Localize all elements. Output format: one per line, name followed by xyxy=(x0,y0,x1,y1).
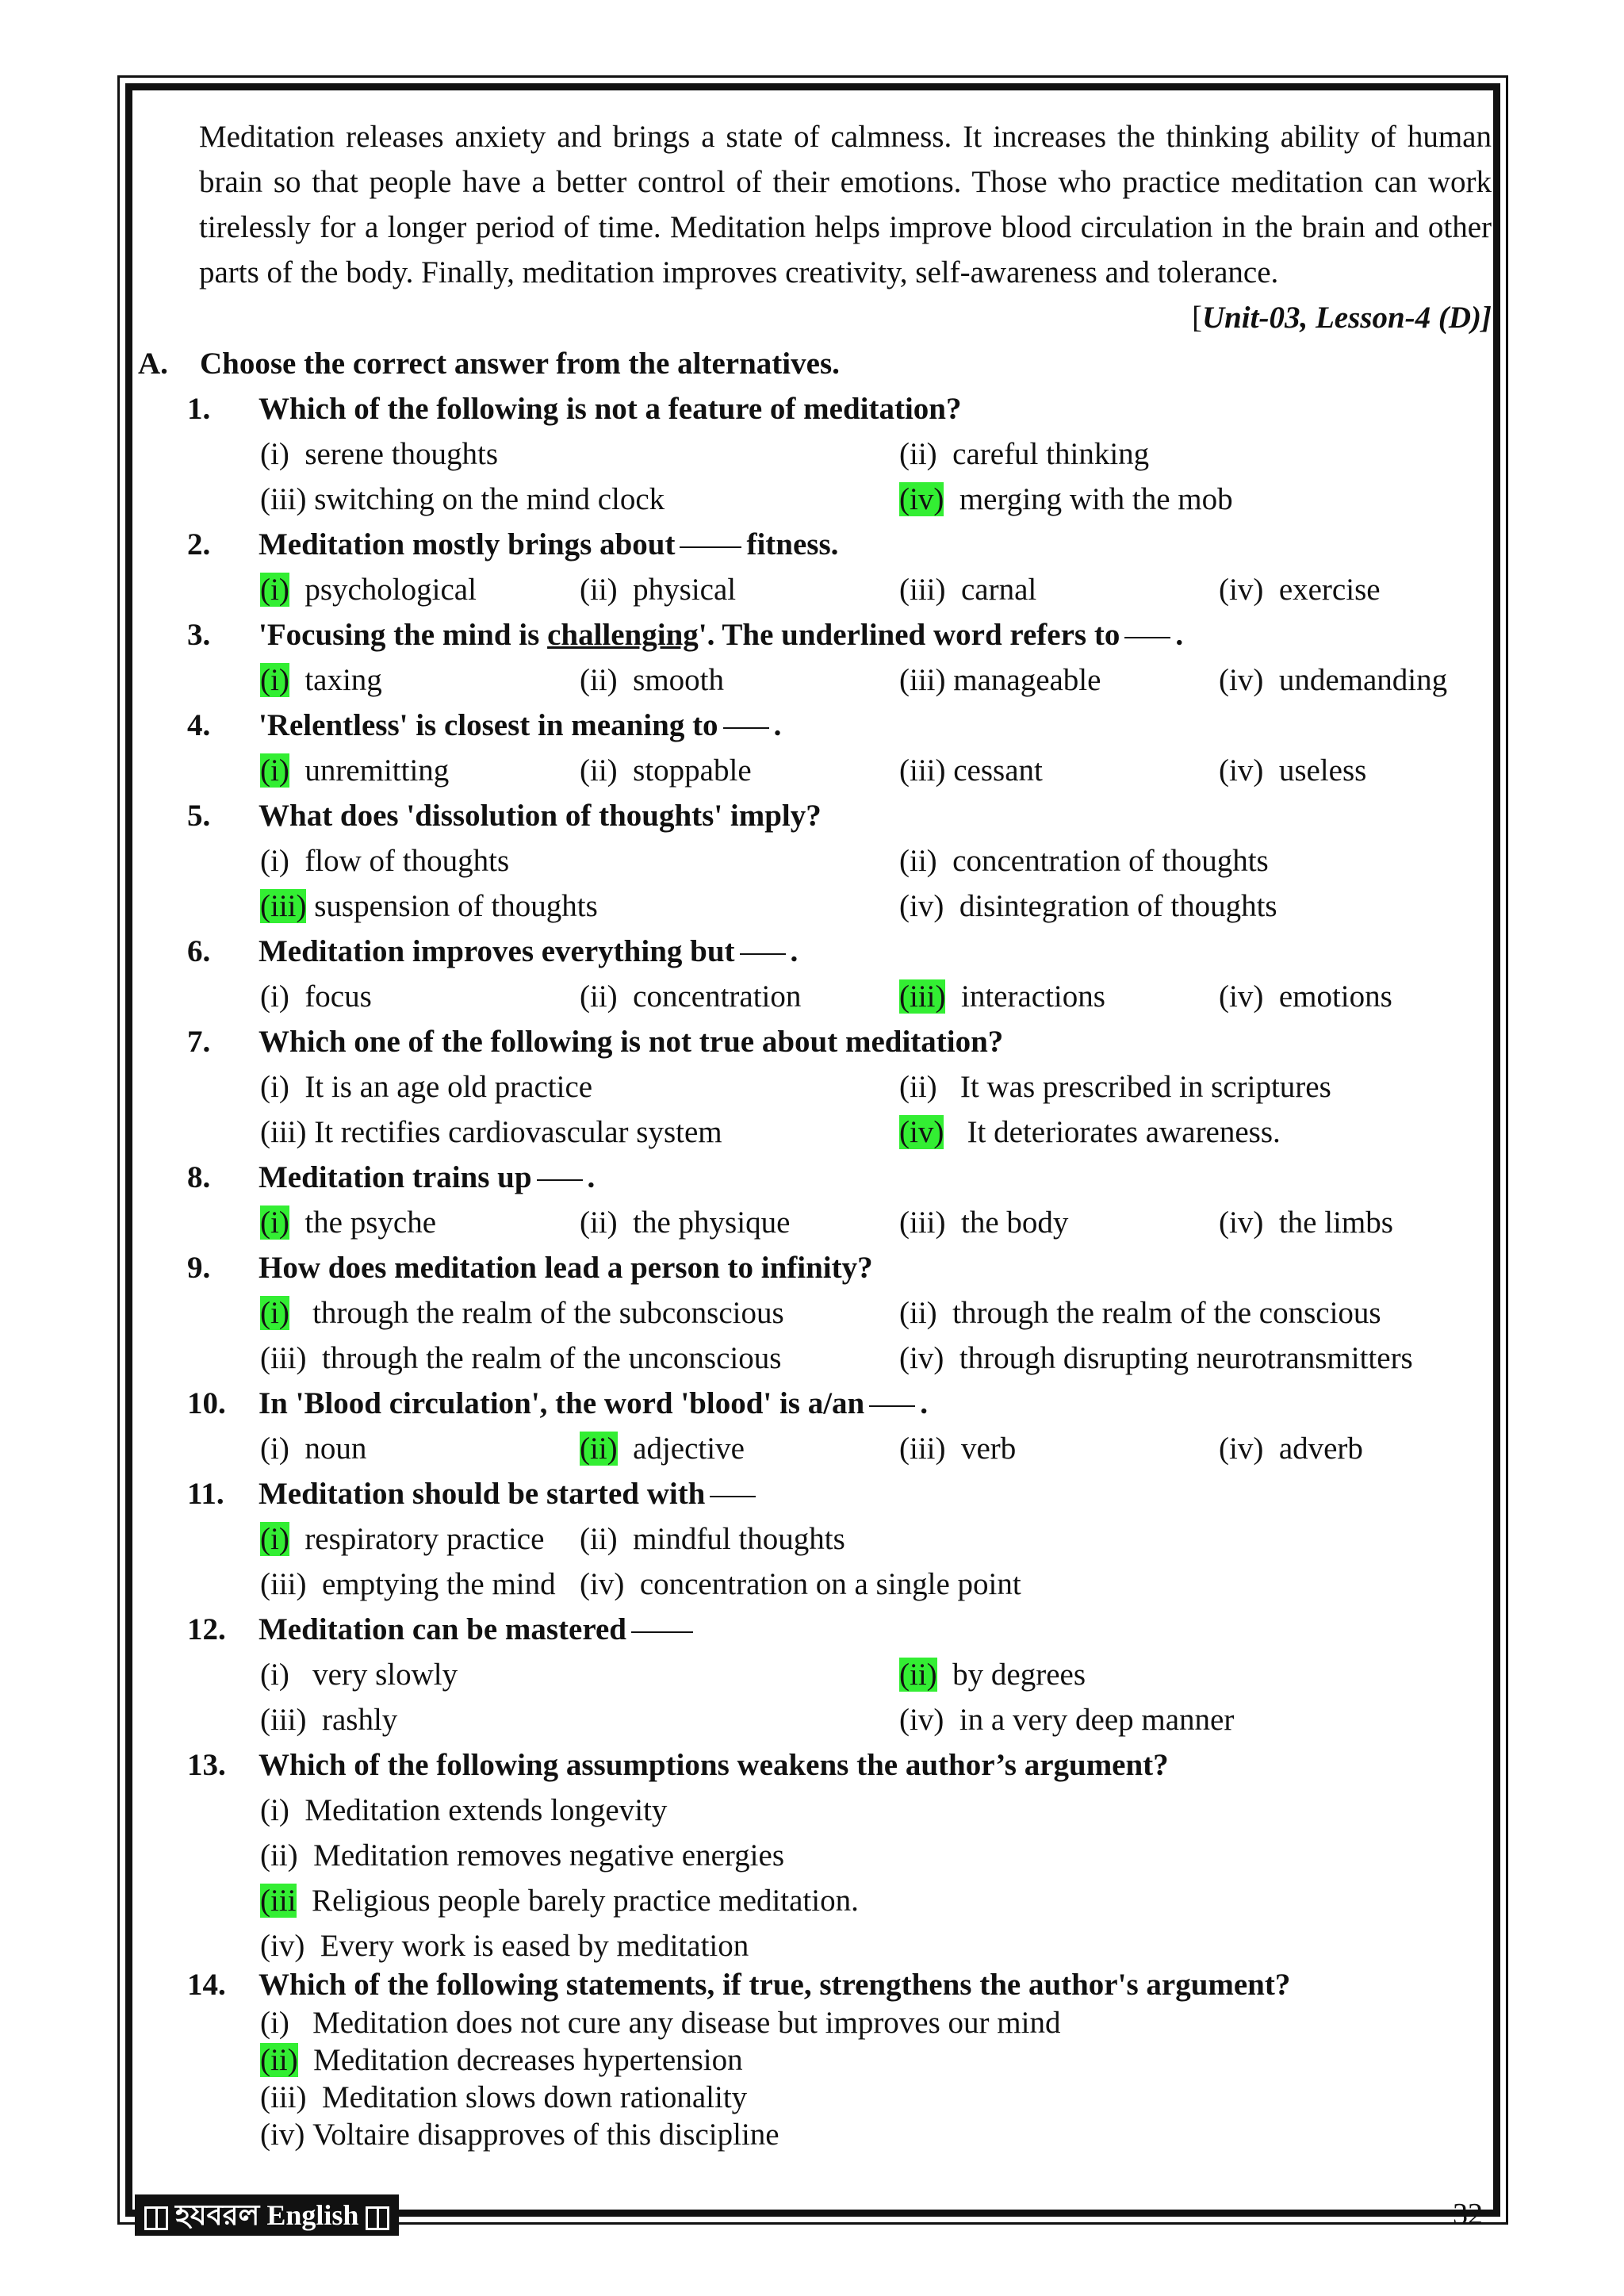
footer-brand-text: হযবরল English xyxy=(175,2199,359,2231)
question-stem: 10. In 'Blood circulation', the word 'blood' is a/an . xyxy=(187,1386,929,1420)
option-2-iii: (iii) carnal xyxy=(899,573,1037,607)
question-stem: 4. 'Relentless' is closest in meaning to . xyxy=(187,708,782,742)
question-stem: 6. Meditation improves everything but . xyxy=(187,934,799,968)
option-9-iv: (iv) through disrupting neurotransmitters xyxy=(899,1341,1413,1375)
option-12-iv: (iv) in a very deep manner xyxy=(899,1703,1235,1737)
option-10-iii: (iii) verb xyxy=(899,1432,1017,1466)
blank-dash xyxy=(1124,637,1170,638)
answer-mark: (i) xyxy=(260,753,289,788)
question-stem: 2. Meditation mostly brings about fitness. xyxy=(187,527,839,562)
question-stem: 14. Which of the following statements, if true, strengthens the author's argument? xyxy=(187,1968,1291,2002)
option-3-i: (i) taxing xyxy=(260,663,382,697)
option-13-iii: (iii Religious people barely practice meditation. xyxy=(260,1884,859,1918)
blank-dash xyxy=(723,727,769,729)
blank-dash xyxy=(710,1496,756,1497)
underlined-word: challenging xyxy=(547,618,699,652)
question-stem: 13. Which of the following assumptions weakens the author’s argument? xyxy=(187,1748,1169,1782)
option-4-i: (i) unremitting xyxy=(260,753,450,788)
section-heading: A. Choose the correct answer from the alternatives. xyxy=(138,347,840,381)
option-2-iv: (iv) exercise xyxy=(1219,573,1381,607)
blank-dash xyxy=(680,546,741,548)
option-9-iii: (iii) through the realm of the unconscious xyxy=(260,1341,782,1375)
option-12-iii: (iii) rashly xyxy=(260,1703,398,1737)
answer-mark: (iii) xyxy=(260,889,307,923)
option-1-ii: (ii) careful thinking xyxy=(899,437,1150,471)
option-6-i: (i) focus xyxy=(260,979,372,1014)
question-stem: 11. Meditation should be started with xyxy=(187,1476,1456,1512)
option-10-ii: (ii) adjective xyxy=(580,1432,745,1466)
answer-mark: (i) xyxy=(260,573,289,607)
option-5-iii: (iii) suspension of thoughts xyxy=(260,889,598,923)
page-number: 32 xyxy=(1453,2198,1483,2231)
question-stem: 12. Meditation can be mastered xyxy=(187,1612,1456,1647)
option-8-i: (i) the psyche xyxy=(260,1205,437,1240)
question-stem: 7. Which one of the following is not true about meditation? xyxy=(187,1025,1004,1059)
blank-dash xyxy=(537,1179,583,1181)
option-10-iv: (iv) adverb xyxy=(1219,1432,1363,1466)
answer-mark: (ii) xyxy=(580,1432,618,1466)
option-12-i: (i) very slowly xyxy=(260,1658,458,1692)
option-8-iv: (iv) the limbs xyxy=(1219,1205,1393,1240)
option-4-iv: (iv) useless xyxy=(1219,753,1367,788)
blank-dash xyxy=(631,1631,693,1633)
option-1-iv: (iv) merging with the mob xyxy=(899,482,1233,516)
option-13-iv: (iv) Every work is eased by meditation xyxy=(260,1929,749,1963)
option-7-iv: (iv) It deteriorates awareness. xyxy=(899,1115,1281,1149)
book-icon xyxy=(144,2206,168,2230)
question-stem: 3. 'Focusing the mind is challenging'. The underlined word refers to . xyxy=(187,618,1184,652)
answer-mark: (i) xyxy=(260,1296,289,1330)
option-7-iii: (iii) It rectifies cardiovascular system xyxy=(260,1115,722,1149)
option-9-ii: (ii) through the realm of the conscious xyxy=(899,1296,1381,1330)
answer-mark: (i) xyxy=(260,663,289,697)
passage-reference: [Unit-03, Lesson-4 (D)] xyxy=(1191,301,1492,335)
option-13-i: (i) Meditation extends longevity xyxy=(260,1793,668,1827)
passage-text: Meditation releases anxiety and brings a state of calmness. It increases the thinking ability of human brain so that people have a better control of their emotions. Those who practice meditation can work tirelessly for a longer period of time. Meditation helps improve blood circulation in the brain and other parts of the body. Finally, meditation improves creativity, self-awareness and tolerance. xyxy=(199,120,1492,289)
question-stem: 1. Which of the following is not a feature of meditation? xyxy=(187,392,962,426)
blank-dash xyxy=(869,1405,915,1407)
book-icon xyxy=(366,2206,389,2230)
option-11-iv: (iv) concentration on a single point xyxy=(580,1567,1021,1601)
option-4-iii: (iii) cessant xyxy=(899,753,1043,788)
answer-mark: (iii) xyxy=(899,979,946,1014)
option-2-i: (i) psychological xyxy=(260,573,477,607)
answer-mark: (i) xyxy=(260,1522,289,1556)
answer-mark: (ii) xyxy=(899,1658,937,1692)
option-11-iii: (iii) emptying the mind xyxy=(260,1567,556,1601)
option-7-ii: (ii) It was prescribed in scriptures xyxy=(899,1070,1331,1104)
blank-dash xyxy=(740,953,786,955)
option-5-ii: (ii) concentration of thoughts xyxy=(899,844,1269,878)
option-13-ii: (ii) Meditation removes negative energies xyxy=(260,1838,784,1872)
option-8-ii: (ii) the physique xyxy=(580,1205,791,1240)
answer-mark: (iv) xyxy=(899,1115,944,1149)
option-7-i: (i) It is an age old practice xyxy=(260,1070,593,1104)
option-14-i: (i) Meditation does not cure any disease but improves our mind xyxy=(260,2006,1061,2040)
option-3-iii: (iii) manageable xyxy=(899,663,1101,697)
question-stem: 8. Meditation trains up . xyxy=(187,1160,596,1194)
answer-mark: (iii xyxy=(260,1884,297,1918)
option-5-iv: (iv) disintegration of thoughts xyxy=(899,889,1277,923)
option-6-iii: (iii) interactions xyxy=(899,979,1105,1014)
option-14-ii: (ii) Meditation decreases hypertension xyxy=(260,2043,743,2077)
question-stem: 9. How does meditation lead a person to infinity? xyxy=(187,1251,873,1285)
option-10-i: (i) noun xyxy=(260,1432,367,1466)
answer-mark: (ii) xyxy=(260,2043,298,2077)
option-6-ii: (ii) concentration xyxy=(580,979,802,1014)
option-5-i: (i) flow of thoughts xyxy=(260,844,510,878)
option-14-iii: (iii) Meditation slows down rationality xyxy=(260,2080,748,2114)
answer-mark: (iv) xyxy=(899,482,944,516)
option-8-iii: (iii) the body xyxy=(899,1205,1069,1240)
option-1-iii: (iii) switching on the mind clock xyxy=(260,482,665,516)
answer-mark: (i) xyxy=(260,1205,289,1240)
option-6-iv: (iv) emotions xyxy=(1219,979,1392,1014)
option-3-ii: (ii) smooth xyxy=(580,663,725,697)
footer-brand xyxy=(135,2194,399,2236)
option-4-ii: (ii) stoppable xyxy=(580,753,752,788)
question-stem: 5. What does 'dissolution of thoughts' imply? xyxy=(187,799,822,833)
option-2-ii: (ii) physical xyxy=(580,573,737,607)
option-9-i: (i) through the realm of the subconscious xyxy=(260,1296,784,1330)
option-11-ii: (ii) mindful thoughts xyxy=(580,1522,845,1556)
option-14-iv: (iv) Voltaire disapproves of this discipline xyxy=(260,2118,779,2152)
passage xyxy=(199,114,1492,340)
option-12-ii: (ii) by degrees xyxy=(899,1658,1086,1692)
option-11-i: (i) respiratory practice xyxy=(260,1522,545,1556)
option-1-i: (i) serene thoughts xyxy=(260,437,499,471)
option-3-iv: (iv) undemanding xyxy=(1219,663,1448,697)
